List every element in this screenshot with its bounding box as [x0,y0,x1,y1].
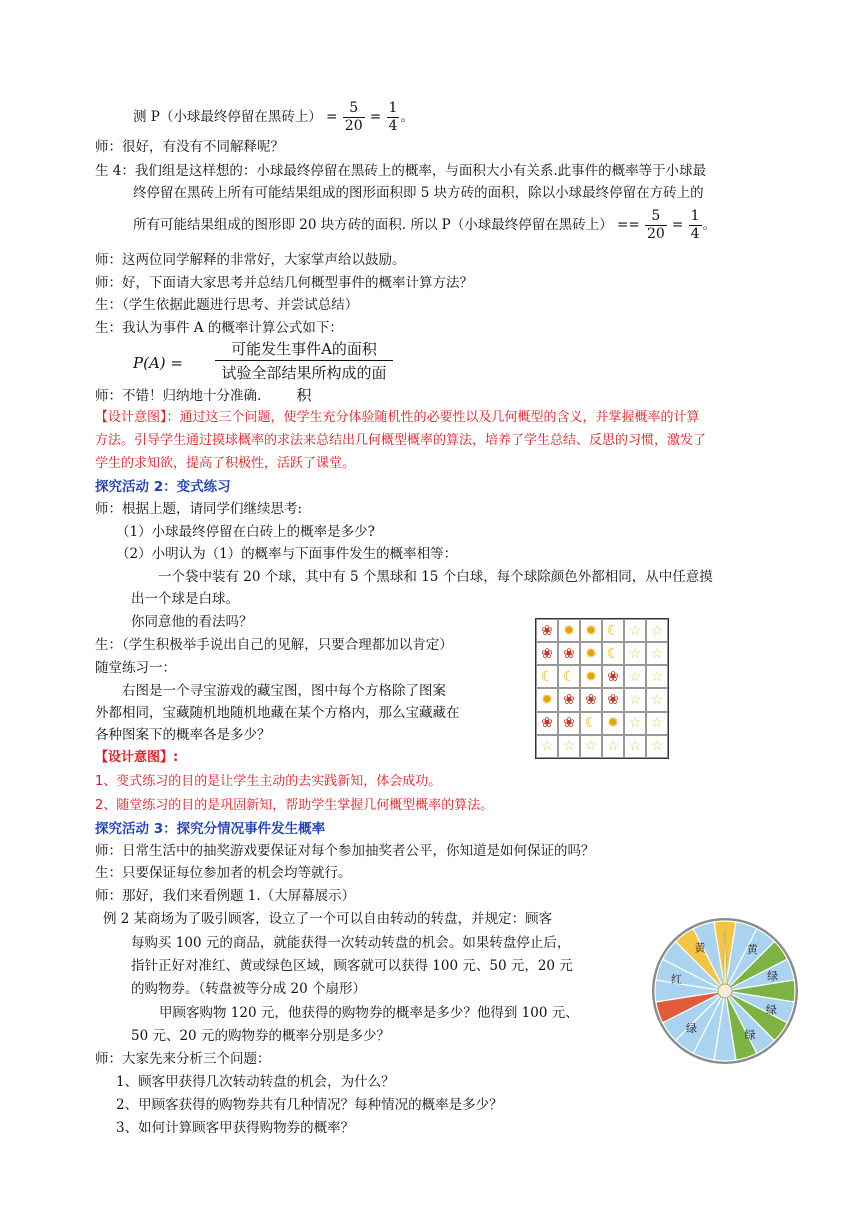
sun-icon: ✹ [580,642,602,665]
flower-icon: ❀ [602,688,624,711]
flower-icon: ❀ [558,688,580,711]
line-14: 一个袋中装有 20 个球，其中有 5 个黑球和 15 个白球，每个球除颜色外都相同，从中任意摸 [158,569,713,585]
line-21: 各种图案下的概率各是多少？ [95,727,271,743]
line-1-text: 测 P（小球最终停留在黑砖上） [133,109,322,125]
star-icon: ☆ [536,735,558,758]
design-intent-2-item-1: 1、变式练习的目的是让学生主动的去实践新知，体会成功。 [95,774,442,789]
moon-icon: ☾ [580,712,602,735]
line-15: 出一个球是白球。 [131,591,239,607]
design-intent-1c: 学生的求知欲，提高了积极性，活跃了课堂。 [95,456,356,471]
line-31: 师：大家先来分析三个问题： [95,1051,271,1067]
star-icon: ☆ [646,619,668,642]
activity-2-heading: 探究活动 2：变式练习 [95,479,231,495]
fraction-5-20: $\frac{5}{20}$ [344,100,363,134]
flower-icon: ❀ [536,642,558,665]
line-33: 2、甲顾客获得的购物券共有几种情况？每种情况的概率是多少？ [116,1097,503,1113]
star-icon: ☆ [646,712,668,735]
design-intent-2-item-2: 2、随堂练习的目的是巩固新知，帮助学生掌握几何概型概率的算法。 [95,798,494,813]
line-26: 每购买 100 元的商品，就能获得一次转动转盘的机会。如果转盘停止后， [131,935,571,951]
fraction-1-4: $\frac{1}{4}$ [388,100,398,134]
line-30: 50 元、20 元的购物券的概率分别是多少？ [131,1028,390,1044]
wheel-hub [718,984,732,998]
flower-icon: ❀ [558,712,580,735]
formula-lhs: P(A) = [133,354,183,372]
wheel-label: 黄 [694,941,706,955]
line-23: 生：只要保证每位参加者的机会均等就行。 [95,865,352,881]
line-22: 师：日常生活中的抽奖游戏要保证对每个参加抽奖者公平，你知道是如何保证的吗？ [95,843,595,859]
star-icon: ☆ [624,735,646,758]
fraction-1-4: $\frac{1}{4}$ [690,208,700,242]
line-19: 右图是一个寻宝游戏的藏宝图，图中每个方格除了图案 [122,683,446,699]
line-1: 测 P（小球最终停留在黑砖上） = $\frac{5}{20}$ = $\frac{1}{4}$ 。 [133,100,414,134]
moon-icon: ☾ [536,665,558,688]
star-icon: ☆ [646,665,668,688]
star-icon: ☆ [624,642,646,665]
flower-icon: ❀ [602,665,624,688]
line-3: 生 4：我们组是这样想的：小球最终停留在黑砖上的概率，与面积大小有关系.此事件的概率等于小球最 [95,163,707,179]
star-icon: ☆ [646,688,668,711]
line-16: 你同意他的看法吗？ [131,614,253,630]
moon-icon: ☾ [602,642,624,665]
star-icon: ☆ [624,712,646,735]
line-13: （2）小明认为（1）的概率与下面事件发生的概率相等： [116,546,458,562]
line-20: 外都相同，宝藏随机地随机地藏在某个方格内，那么宝藏藏在 [95,705,460,721]
line-11: 师：根据上题，请同学们继续思考: [95,501,303,517]
line-18: 随堂练习一： [95,660,176,676]
wheel-label: 绿 [686,1022,697,1036]
star-icon: ☆ [624,619,646,642]
line-27: 指针正好对准红、黄或绿色区域，顾客就可以获得 100 元、50 元，20 元 [131,958,573,974]
line-2: 师：很好，有没有不同解释呢？ [95,139,284,155]
line-29: 甲顾客购物 120 元，他获得的购物券的概率是多少？他得到 100 元、 [159,1005,579,1021]
wheel-label: 红 [671,972,682,986]
line-17: 生：（学生积极举手说出自己的见解，只要合理都加以肯定） [95,637,453,653]
flower-icon: ❀ [536,712,558,735]
line-5: 所有可能结果组成的图形即 20 块方砖的面积. 所以 P（小球最终停留在黑砖上） == $\frac{5}{20}$ = $\frac{1}{4}$ 。 [133,208,717,242]
line-6: 师：这两位同学解释的非常好，大家掌声给以鼓励。 [95,252,406,268]
star-icon: ☆ [558,735,580,758]
line-32: 1、顾客甲获得几次转动转盘的机会，为什么？ [116,1074,395,1090]
design-intent-1b: 方法。引导学生通过摸球概率的求法来总结出几何概型概率的算法，培养了学生总结、反思的习惯，激发了 [95,433,707,448]
line-4: 终停留在黑砖上所有可能结果组成的图形面积即 5 块方砖的面积，除以小球最终停留在方砖上的 [133,185,704,201]
line-24: 师：那好，我们来看例题 1.（大屏幕展示） [95,888,356,904]
star-icon: ☆ [624,688,646,711]
wheel-label: 绿 [767,969,779,983]
treasure-map-grid [535,618,669,759]
star-icon: ☆ [624,665,646,688]
line-34: 3、如何计算顾客甲获得购物券的概率？ [116,1120,355,1136]
activity-3-heading: 探究活动 3：探究分情况事件发生概率 [95,821,326,837]
flower-icon: ❀ [536,619,558,642]
line-8: 生：（学生依据此题进行思考、并尝试总结） [95,297,359,313]
sun-icon: ✹ [580,665,602,688]
wheel-label: 绿 [744,1028,756,1042]
wheel-label: 绿 [765,1003,777,1017]
line-25: 例 2 某商场为了吸引顾客，设立了一个可以自由转动的转盘，并规定：顾客 [103,911,553,927]
sun-icon: ✹ [536,688,558,711]
design-intent-1a: 【设计意图】：通过这三个问题，使学生充分体验随机性的必要性以及几何概型的含义，并掌握概率的计算 [95,410,700,425]
line-9: 生：我认为事件 A 的概率计算公式如下： [95,320,343,336]
flower-icon: ❀ [580,688,602,711]
design-intent-2-heading: 【设计意图】: [95,750,179,765]
spinner-wheel [650,916,800,1066]
wheel-label: 黄 [746,943,758,957]
line-12: （1）小球最终停留在白砖上的概率是多少? [116,524,375,540]
moon-icon: ☾ [558,665,580,688]
flower-icon: ❀ [558,642,580,665]
line-7: 师：好，下面请大家思考并总结几何概型事件的概率计算方法？ [95,275,473,291]
line-10: 师：不错！归纳地十分准确. [95,388,262,404]
line-28: 的购物券。（转盘被等分成 20 个扇形） [131,981,367,997]
sun-icon: ✹ [580,619,602,642]
moon-icon: ☾ [602,619,624,642]
star-icon: ☆ [646,735,668,758]
formula-numerator: 可能发生事件A的面积 [215,338,393,361]
formula-denominator: 试验全部结果所构成的面积 [221,364,387,404]
sun-icon: ✹ [558,619,580,642]
fraction-5-20: $\frac{5}{20}$ [646,208,665,242]
star-icon: ☆ [602,735,624,758]
star-icon: ☆ [580,735,602,758]
sun-icon: ✹ [602,712,624,735]
star-icon: ☆ [646,642,668,665]
